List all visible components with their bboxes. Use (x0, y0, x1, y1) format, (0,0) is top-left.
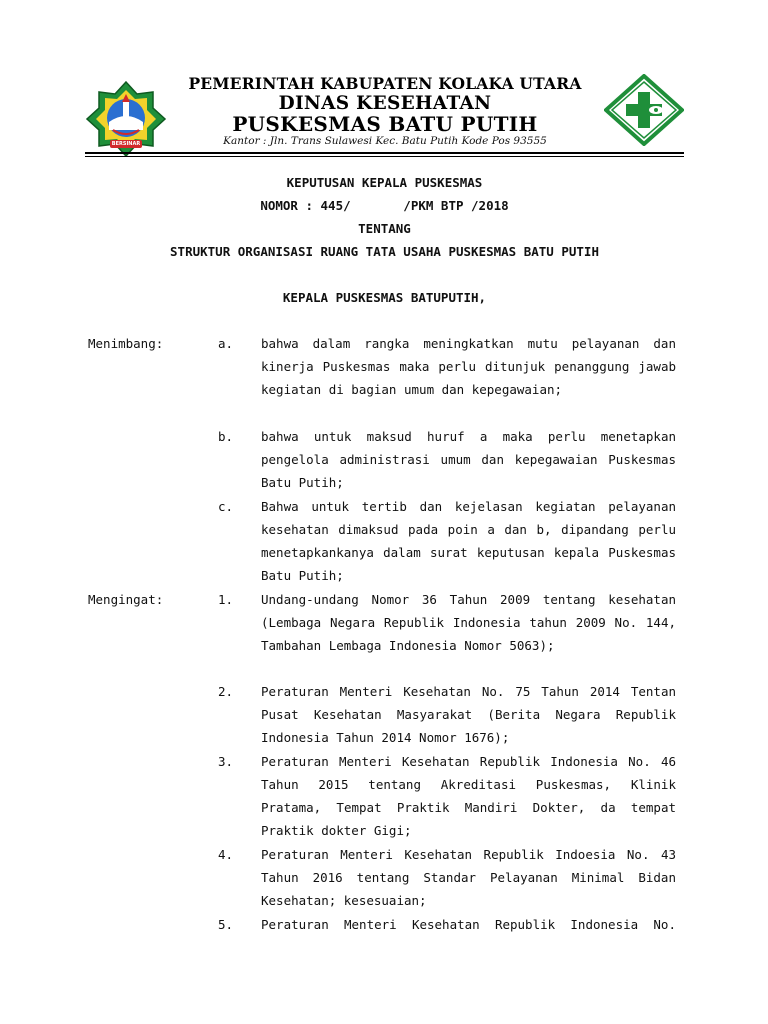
letterhead-divider-thick (85, 152, 684, 154)
menimbang-item-a: bahwa dalam rangka meningkatkan mutu pelayanan dan kinerja Puskesmas maka perlu ditunjuk penanggung jawab kegiatan di bagian umum dan kepegawaian; (261, 336, 676, 397)
mengingat-item-2: Peraturan Menteri Kesehatan No. 75 Tahun 2014 Tentan Pusat Kesehatan Masyarakat (Berita Negara Republik Indonesia Tahun 2014 Nomor 1676); (261, 684, 676, 745)
decree-subject: STRUKTUR ORGANISASI RUANG TATA USAHA PUSKESMAS BATU PUTIH (170, 244, 599, 259)
decree-issuer: KEPALA PUSKESMAS BATUPUTIH, (282, 290, 487, 305)
menimbang-mark-b: b. (218, 429, 234, 444)
menimbang-label: Menimbang: (88, 336, 164, 351)
mengingat-mark-1: 1. (218, 592, 234, 607)
menimbang-mark-c: c. (218, 499, 234, 514)
mengingat-item-3: Peraturan Menteri Kesehatan Republik Indonesia No. 46 Tahun 2015 tentang Akreditasi Puskesmas, Klinik Pratama, Tempat Praktik Mandiri Dokter, da tempat Praktik dokter Gigi; (261, 754, 676, 838)
menimbang-item-b: bahwa untuk maksud huruf a maka perlu menetapkan pengelola administrasi umum dan kepegawaian Puskesmas Batu Putih; (261, 429, 676, 490)
letterhead-department: DINAS KESEHATAN (278, 93, 492, 114)
decree-about: TENTANG (358, 221, 411, 236)
mengingat-mark-4: 4. (218, 847, 234, 862)
mengingat-mark-5: 5. (218, 917, 234, 932)
letterhead-address: Kantor : Jln. Trans Sulawesi Kec. Batu Putih Kode Pos 93555 (223, 135, 547, 147)
mengingat-item-1: Undang-undang Nomor 36 Tahun 2009 tentang kesehatan (Lembaga Negara Republik Indonesia tahun 2009 No. 144, Tambahan Lembaga Indonesia Nomor 5063); (261, 592, 676, 653)
menimbang-item-c: Bahwa untuk tertib dan kejelasan kegiatan pelayanan kesehatan dimaksud pada poin a dan b, dipandang perlu menetapkankanya dalam surat keputusan kepala Puskesmas Batu Putih; (261, 499, 676, 583)
decree-number: NOMOR : 445/ /PKM BTP /2018 (260, 198, 509, 213)
letterhead-divider-thin (85, 156, 684, 157)
crest-motto: BERSINAR (111, 141, 141, 147)
decree-title: KEPUTUSAN KEPALA PUSKESMAS (286, 175, 483, 190)
mengingat-item-4: Peraturan Menteri Kesehatan Republik Indoesia No. 43 Tahun 2016 tentang Standar Pelayanan Minimal Bidan Kesehatan; kesesuaian; (261, 847, 676, 908)
mengingat-item-5: Peraturan Menteri Kesehatan Republik Indonesia No. (261, 917, 676, 932)
menimbang-mark-a: a. (218, 336, 234, 351)
letterhead-institution: PUSKESMAS BATU PUTIH (232, 112, 538, 136)
mengingat-label: Mengingat: (88, 592, 164, 607)
mengingat-mark-2: 2. (218, 684, 234, 699)
letterhead-government: PEMERINTAH KABUPATEN KOLAKA UTARA (188, 74, 582, 93)
mengingat-mark-3: 3. (218, 754, 234, 769)
